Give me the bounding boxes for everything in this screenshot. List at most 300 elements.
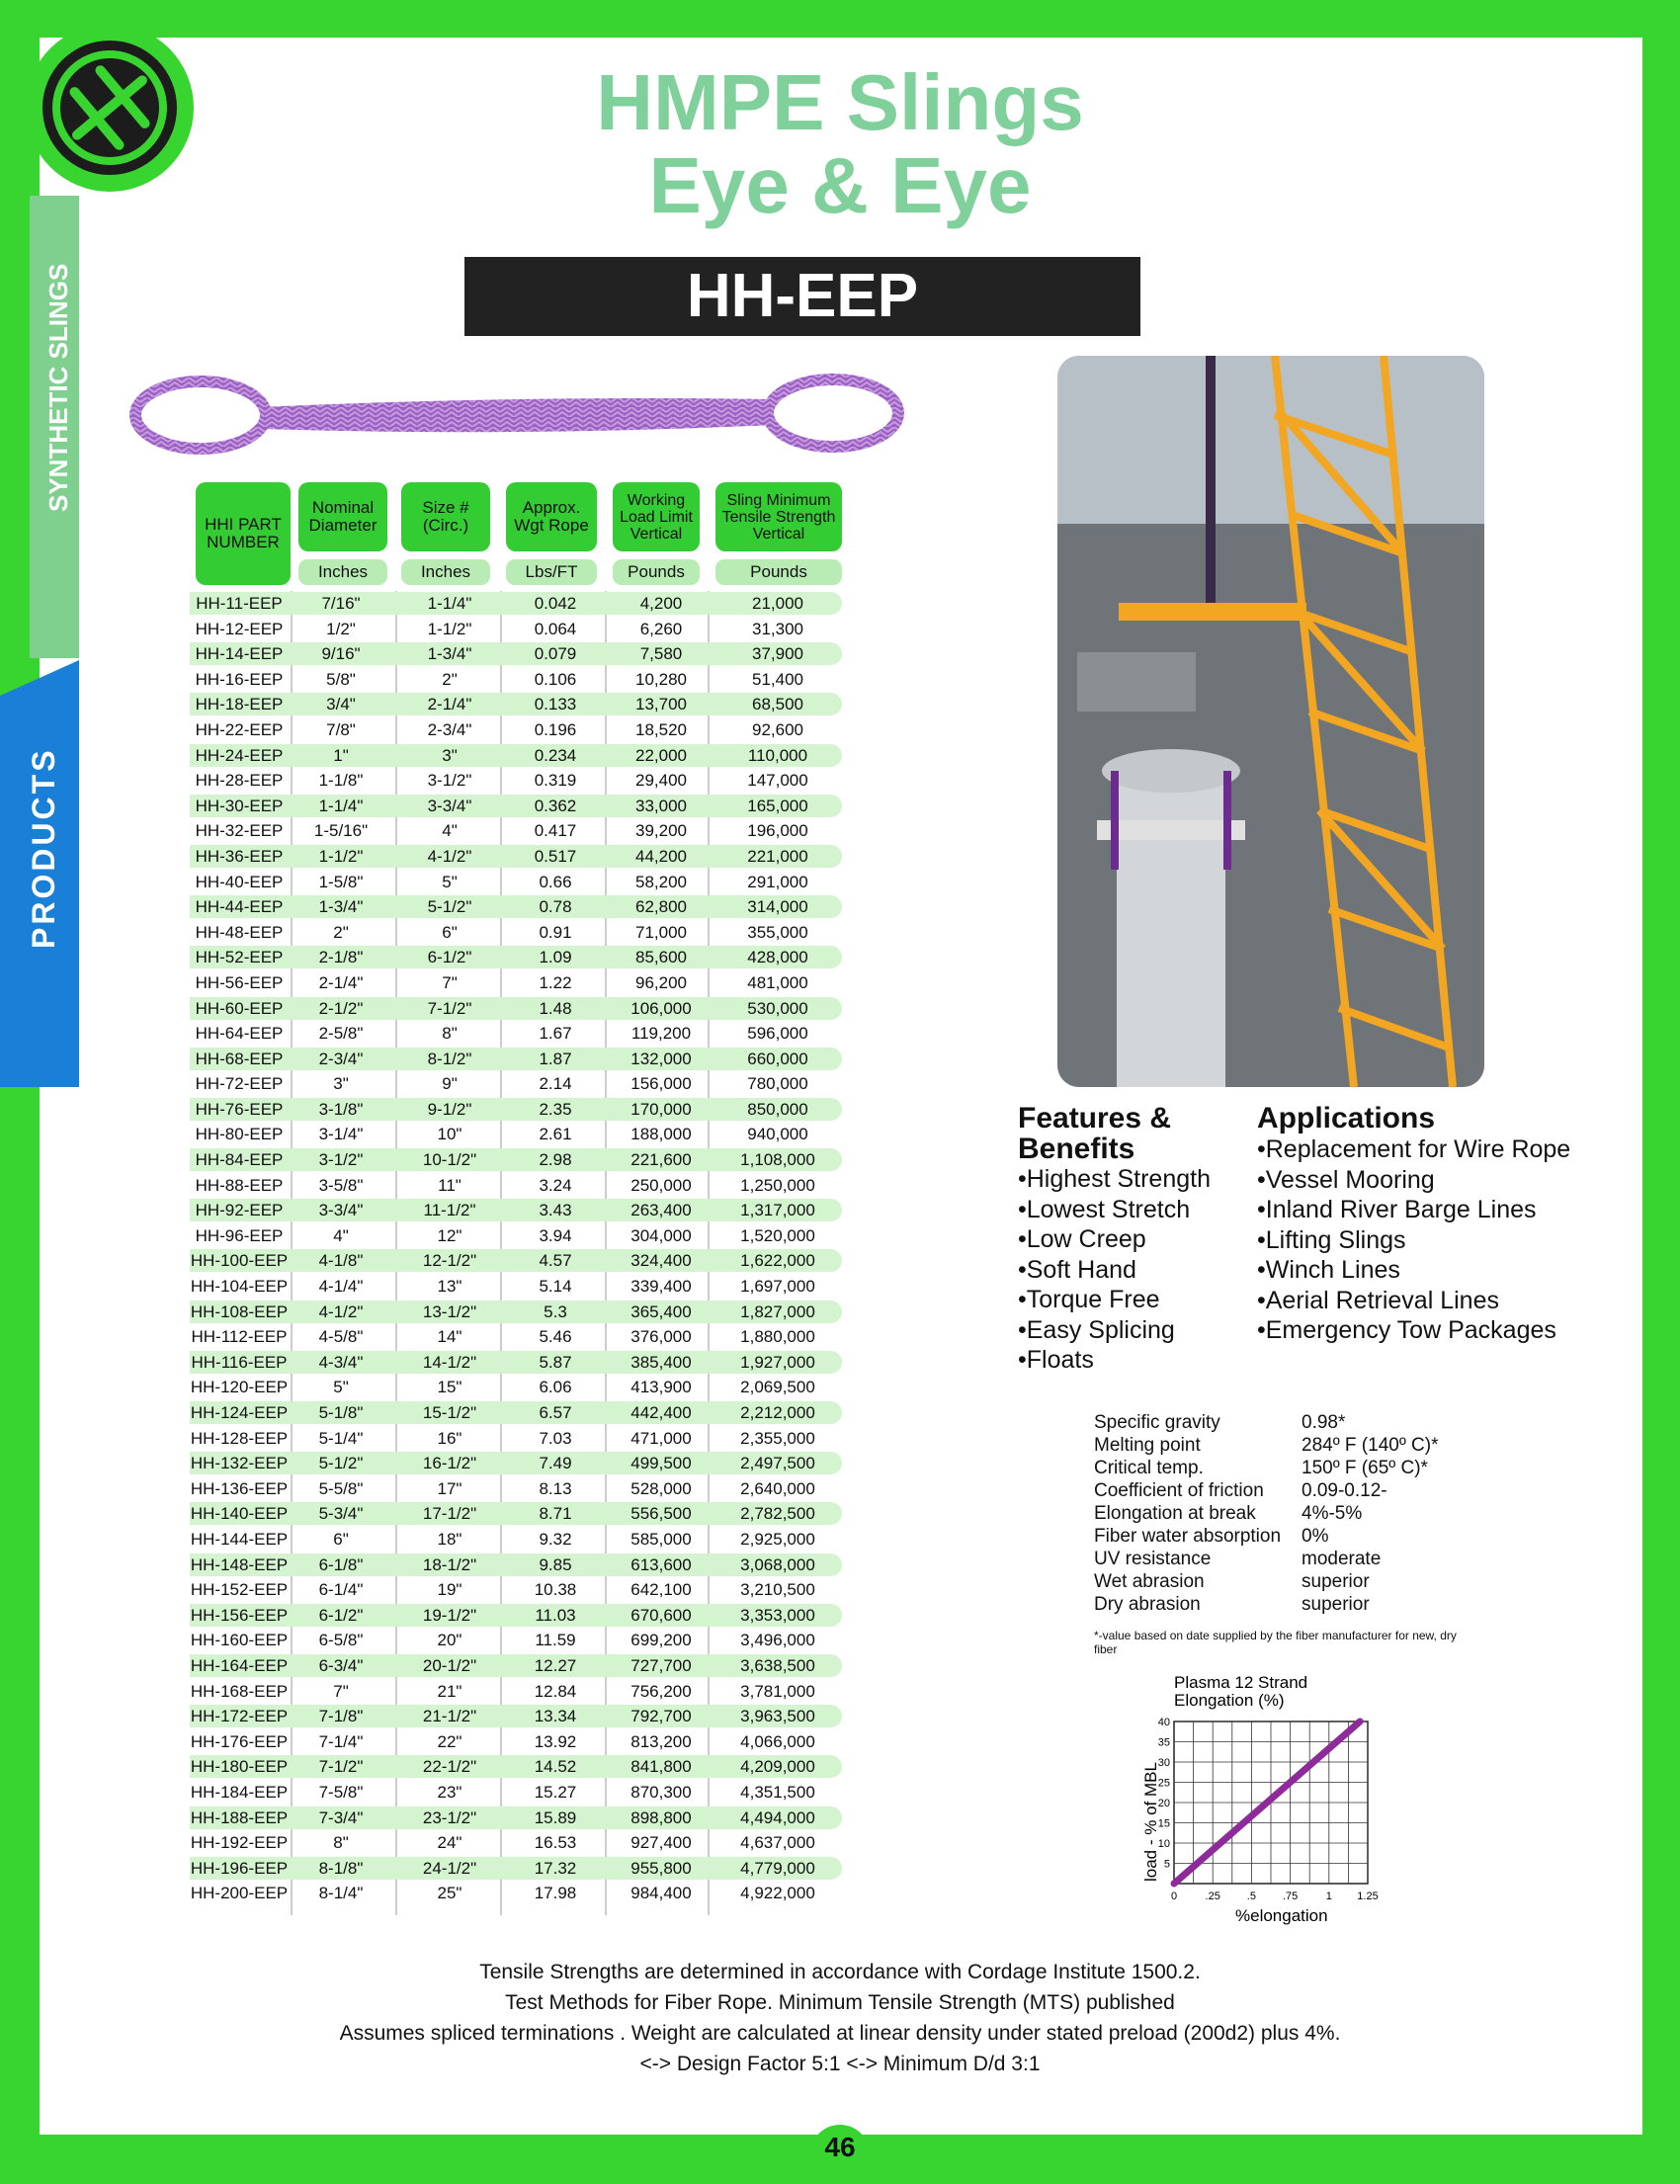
cell-part-number: HH-200-EEP bbox=[190, 1884, 289, 1903]
table-row bbox=[190, 1754, 842, 1780]
cell-tensile-strength: 3,963,500 bbox=[740, 1707, 815, 1726]
footer-line-4: <-> Design Factor 5:1 <-> Minimum D/d 3:1 bbox=[639, 2053, 1041, 2075]
cell-part-number: HH-128-EEP bbox=[190, 1428, 289, 1448]
cell-weight: 7.49 bbox=[539, 1454, 572, 1473]
cell-nominal-diameter: 3-5/8" bbox=[318, 1175, 364, 1195]
cell-tensile-strength: 2,355,000 bbox=[740, 1428, 815, 1448]
cell-nominal-diameter: 3-1/8" bbox=[318, 1099, 364, 1119]
cell-weight: 0.106 bbox=[534, 669, 577, 689]
cell-nominal-diameter: 1-3/4" bbox=[318, 897, 364, 917]
chart-x-tick-label: .5 bbox=[1246, 1890, 1256, 1902]
cell-working-load-limit: 585,000 bbox=[630, 1529, 692, 1549]
cell-size: 25" bbox=[437, 1884, 462, 1903]
brand-logo bbox=[26, 24, 194, 192]
unit-weight: Lbs/FT bbox=[506, 559, 597, 585]
cell-part-number: HH-112-EEP bbox=[191, 1327, 288, 1347]
cell-part-number: HH-18-EEP bbox=[195, 695, 284, 714]
table-row bbox=[190, 1198, 842, 1223]
cell-size: 14" bbox=[437, 1327, 462, 1347]
cell-tensile-strength: 1,927,000 bbox=[740, 1352, 815, 1372]
table-row bbox=[190, 1071, 842, 1097]
table-row bbox=[190, 945, 842, 970]
cell-tensile-strength: 314,000 bbox=[747, 897, 808, 917]
cell-size: 20-1/2" bbox=[422, 1655, 477, 1675]
unit-size: Inches bbox=[401, 559, 490, 585]
cell-part-number: HH-164-EEP bbox=[190, 1655, 289, 1675]
cell-tensile-strength: 428,000 bbox=[747, 948, 808, 967]
cell-working-load-limit: 898,800 bbox=[630, 1807, 692, 1827]
chart-y-tick-label: 15 bbox=[1157, 1817, 1170, 1830]
crane-photo bbox=[1057, 356, 1484, 1087]
cell-tensile-strength: 1,622,000 bbox=[740, 1251, 815, 1271]
cell-part-number: HH-52-EEP bbox=[195, 948, 284, 967]
cell-size: 19-1/2" bbox=[422, 1605, 477, 1625]
cell-working-load-limit: 670,600 bbox=[630, 1605, 692, 1625]
cell-size: 8-1/2" bbox=[427, 1049, 472, 1068]
cell-nominal-diameter: 2-1/8" bbox=[318, 948, 364, 967]
cell-nominal-diameter: 3" bbox=[333, 1074, 349, 1094]
cell-part-number: HH-22-EEP bbox=[195, 719, 284, 739]
cell-size: 11-1/2" bbox=[423, 1201, 476, 1220]
cell-weight: 6.06 bbox=[539, 1378, 572, 1397]
cell-size: 3" bbox=[442, 745, 458, 765]
cell-size: 5" bbox=[442, 872, 458, 891]
cell-working-load-limit: 188,000 bbox=[630, 1125, 692, 1144]
col-header-weight: Approx. Wgt Rope bbox=[506, 482, 597, 551]
cell-weight: 0.78 bbox=[539, 897, 572, 917]
cell-nominal-diameter: 6" bbox=[333, 1529, 349, 1549]
cell-part-number: HH-156-EEP bbox=[190, 1605, 289, 1625]
cell-nominal-diameter: 2-1/2" bbox=[318, 998, 364, 1018]
cell-tensile-strength: 68,500 bbox=[752, 695, 803, 714]
cell-weight: 4.57 bbox=[539, 1251, 572, 1271]
cell-size: 9" bbox=[442, 1074, 458, 1094]
cell-tensile-strength: 4,066,000 bbox=[740, 1731, 815, 1751]
table-row bbox=[190, 1704, 842, 1729]
model-banner: HH-EEP bbox=[464, 257, 1140, 336]
cell-weight: 5.87 bbox=[539, 1352, 572, 1372]
cell-weight: 17.98 bbox=[534, 1884, 577, 1903]
cell-tensile-strength: 4,779,000 bbox=[740, 1858, 815, 1878]
cell-working-load-limit: 324,400 bbox=[630, 1251, 692, 1271]
application-item: •Vessel Mooring bbox=[1257, 1165, 1435, 1194]
cell-tensile-strength: 3,068,000 bbox=[740, 1554, 815, 1574]
sidebar-divider bbox=[0, 660, 79, 696]
features-title bbox=[1018, 1103, 1171, 1164]
cell-nominal-diameter: 7/8" bbox=[326, 719, 356, 739]
table-row bbox=[190, 1097, 842, 1123]
table-row bbox=[190, 996, 842, 1022]
cell-tensile-strength: 355,000 bbox=[747, 922, 808, 942]
cell-size: 11" bbox=[438, 1175, 462, 1195]
unit-tensile-strength: Pounds bbox=[715, 559, 842, 585]
cell-nominal-diameter: 1-5/8" bbox=[318, 872, 364, 891]
chart-x-tick-label: .25 bbox=[1205, 1890, 1220, 1902]
cell-weight: 1.22 bbox=[539, 972, 572, 992]
cell-weight: 2.14 bbox=[539, 1074, 572, 1094]
cell-weight: 0.196 bbox=[534, 719, 577, 739]
cell-nominal-diameter: 4-5/8" bbox=[318, 1327, 364, 1347]
cell-part-number: HH-84-EEP bbox=[195, 1150, 284, 1170]
table-row bbox=[190, 1300, 842, 1325]
cell-part-number: HH-80-EEP bbox=[195, 1125, 284, 1144]
cell-tensile-strength: 196,000 bbox=[747, 821, 808, 841]
table-row bbox=[190, 1830, 842, 1856]
cell-size: 21" bbox=[437, 1681, 462, 1701]
cell-nominal-diameter: 3-1/4" bbox=[318, 1125, 364, 1144]
application-item: •Inland River Barge Lines bbox=[1257, 1196, 1537, 1223]
cell-part-number: HH-11-EEP bbox=[196, 594, 283, 613]
property-name: Critical temp. bbox=[1094, 1458, 1204, 1478]
chart-x-tick-label: 1.25 bbox=[1357, 1890, 1379, 1902]
cell-tensile-strength: 530,000 bbox=[747, 998, 808, 1018]
cell-tensile-strength: 1,317,000 bbox=[740, 1201, 815, 1220]
cell-nominal-diameter: 3-1/2" bbox=[318, 1150, 364, 1170]
cell-nominal-diameter: 7-1/2" bbox=[318, 1757, 364, 1777]
cell-size: 8" bbox=[442, 1024, 458, 1044]
cell-tensile-strength: 21,000 bbox=[752, 594, 803, 613]
cell-part-number: HH-144-EEP bbox=[190, 1529, 289, 1549]
cell-size: 3-1/2" bbox=[427, 771, 472, 791]
table-row bbox=[190, 768, 842, 794]
cell-nominal-diameter: 5-1/4" bbox=[318, 1428, 364, 1448]
application-item: •Emergency Tow Packages bbox=[1257, 1316, 1556, 1344]
cell-tensile-strength: 596,000 bbox=[747, 1024, 808, 1044]
cell-working-load-limit: 813,200 bbox=[630, 1731, 692, 1751]
cell-part-number: HH-68-EEP bbox=[195, 1049, 284, 1068]
cell-weight: 11.03 bbox=[535, 1605, 576, 1625]
cell-size: 12-1/2" bbox=[422, 1251, 477, 1271]
feature-item: •Floats bbox=[1018, 1346, 1094, 1374]
feature-item: •Soft Hand bbox=[1018, 1255, 1136, 1284]
property-name: Melting point bbox=[1094, 1435, 1201, 1456]
cell-working-load-limit: 365,400 bbox=[630, 1302, 692, 1321]
footer-line-1: Tensile Strengths are determined in accordance with Cordage Institute 1500.2. bbox=[479, 1961, 1201, 1983]
chart-y-tick-label: 35 bbox=[1157, 1736, 1170, 1749]
cell-tensile-strength: 3,781,000 bbox=[740, 1681, 815, 1701]
cell-weight: 15.89 bbox=[534, 1807, 577, 1827]
cell-nominal-diameter: 5/8" bbox=[326, 669, 356, 689]
cell-part-number: HH-60-EEP bbox=[195, 998, 284, 1018]
property-value: 284º F (140º C)* bbox=[1302, 1435, 1439, 1456]
table-row bbox=[190, 641, 842, 667]
cell-working-load-limit: 376,000 bbox=[630, 1327, 692, 1347]
cell-size: 17" bbox=[437, 1478, 462, 1498]
cell-tensile-strength: 2,069,500 bbox=[740, 1378, 815, 1397]
table-row bbox=[190, 794, 842, 819]
cell-working-load-limit: 984,400 bbox=[630, 1884, 692, 1903]
cell-nominal-diameter: 2-5/8" bbox=[318, 1024, 364, 1044]
cell-working-load-limit: 385,400 bbox=[630, 1352, 692, 1372]
table-row bbox=[190, 1603, 842, 1629]
cell-nominal-diameter: 7-1/4" bbox=[318, 1731, 364, 1751]
cell-working-load-limit: 29,400 bbox=[635, 771, 687, 791]
cell-part-number: HH-124-EEP bbox=[190, 1403, 289, 1422]
cell-working-load-limit: 613,600 bbox=[630, 1554, 692, 1574]
cell-nominal-diameter: 6-1/8" bbox=[318, 1554, 364, 1574]
table-row bbox=[190, 920, 842, 946]
cell-part-number: HH-92-EEP bbox=[195, 1201, 284, 1220]
cell-working-load-limit: 792,700 bbox=[630, 1707, 692, 1726]
feature-item: •Low Creep bbox=[1018, 1225, 1146, 1253]
cell-part-number: HH-192-EEP bbox=[190, 1833, 289, 1853]
table-row bbox=[190, 1856, 842, 1882]
cell-working-load-limit: 96,200 bbox=[635, 972, 687, 992]
cell-part-number: HH-100-EEP bbox=[190, 1251, 289, 1271]
cell-part-number: HH-14-EEP bbox=[195, 644, 284, 664]
cell-weight: 8.13 bbox=[539, 1478, 572, 1498]
cell-working-load-limit: 955,800 bbox=[630, 1858, 692, 1878]
property-value: 0.98* bbox=[1302, 1412, 1346, 1433]
cell-size: 15-1/2" bbox=[422, 1403, 477, 1422]
cell-nominal-diameter: 1" bbox=[333, 745, 349, 765]
cell-weight: 14.52 bbox=[534, 1757, 577, 1777]
cell-weight: 0.517 bbox=[534, 846, 577, 866]
cell-part-number: HH-196-EEP bbox=[190, 1858, 289, 1878]
cell-size: 17-1/2" bbox=[422, 1504, 477, 1524]
application-item: •Lifting Slings bbox=[1257, 1225, 1406, 1254]
table-row bbox=[190, 1021, 842, 1047]
property-name: Fiber water absorption bbox=[1094, 1526, 1282, 1547]
cell-nominal-diameter: 5-1/2" bbox=[318, 1454, 364, 1473]
cell-part-number: HH-104-EEP bbox=[190, 1277, 289, 1297]
table-row bbox=[190, 1274, 842, 1300]
table-row bbox=[190, 1679, 842, 1705]
cell-size: 9-1/2" bbox=[427, 1099, 472, 1119]
cell-weight: 1.09 bbox=[539, 948, 572, 967]
cell-part-number: HH-188-EEP bbox=[190, 1807, 289, 1827]
cell-working-load-limit: 156,000 bbox=[630, 1074, 692, 1094]
sidebar-top-label: SYNTHETIC SLINGS bbox=[43, 263, 73, 512]
cell-part-number: HH-184-EEP bbox=[190, 1782, 289, 1802]
cell-part-number: HH-96-EEP bbox=[195, 1225, 284, 1245]
cell-tensile-strength: 780,000 bbox=[747, 1074, 808, 1094]
feature-item: •Lowest Stretch bbox=[1018, 1195, 1191, 1223]
chart-y-tick-label: 25 bbox=[1157, 1777, 1170, 1790]
table-row bbox=[190, 1780, 842, 1806]
cell-part-number: HH-36-EEP bbox=[195, 846, 284, 866]
cell-size: 16" bbox=[437, 1428, 462, 1448]
col-header-part-number: HHI PART NUMBER bbox=[196, 482, 291, 585]
cell-nominal-diameter: 5-5/8" bbox=[318, 1478, 364, 1498]
cell-tensile-strength: 660,000 bbox=[747, 1049, 808, 1068]
table-row bbox=[190, 743, 842, 769]
cell-working-load-limit: 528,000 bbox=[630, 1478, 692, 1498]
cell-nominal-diameter: 3/4" bbox=[326, 695, 356, 714]
cell-weight: 0.417 bbox=[534, 821, 577, 841]
cell-working-load-limit: 132,000 bbox=[630, 1049, 692, 1068]
cell-size: 2" bbox=[442, 669, 458, 689]
title-line-1: HMPE Slings bbox=[596, 58, 1084, 146]
cell-weight: 2.98 bbox=[539, 1150, 572, 1170]
cell-weight: 12.84 bbox=[534, 1681, 577, 1701]
cell-tensile-strength: 850,000 bbox=[747, 1099, 808, 1119]
cell-part-number: HH-168-EEP bbox=[190, 1681, 289, 1701]
chart-y-tick-label: 5 bbox=[1163, 1858, 1170, 1871]
cell-working-load-limit: 44,200 bbox=[635, 846, 687, 866]
cell-weight: 2.61 bbox=[539, 1125, 572, 1144]
cell-nominal-diameter: 8-1/4" bbox=[318, 1884, 364, 1903]
cell-tensile-strength: 481,000 bbox=[747, 972, 808, 992]
cell-working-load-limit: 699,200 bbox=[630, 1631, 692, 1650]
cell-tensile-strength: 1,827,000 bbox=[740, 1302, 815, 1321]
table-row bbox=[190, 692, 842, 717]
cell-nominal-diameter: 6-3/4" bbox=[318, 1655, 364, 1675]
cell-part-number: HH-152-EEP bbox=[190, 1580, 289, 1600]
cell-size: 7" bbox=[442, 972, 458, 992]
cell-tensile-strength: 1,880,000 bbox=[740, 1327, 815, 1347]
cell-working-load-limit: 471,000 bbox=[630, 1428, 692, 1448]
cell-size: 23-1/2" bbox=[422, 1807, 477, 1827]
col-header-working-load-limit: Working Load Limit Vertical bbox=[613, 482, 700, 551]
cell-tensile-strength: 165,000 bbox=[747, 796, 808, 815]
cell-nominal-diameter: 5-1/8" bbox=[318, 1403, 364, 1422]
table-row bbox=[190, 1147, 842, 1173]
cell-part-number: HH-56-EEP bbox=[195, 972, 284, 992]
cell-size: 13-1/2" bbox=[422, 1302, 477, 1321]
cell-tensile-strength: 1,250,000 bbox=[740, 1175, 815, 1195]
cell-working-load-limit: 6,260 bbox=[639, 619, 683, 638]
cell-nominal-diameter: 2-3/4" bbox=[318, 1049, 364, 1068]
cell-working-load-limit: 58,200 bbox=[635, 872, 687, 891]
cell-part-number: HH-48-EEP bbox=[195, 922, 284, 942]
table-row bbox=[190, 1729, 842, 1755]
cell-working-load-limit: 556,500 bbox=[630, 1504, 692, 1524]
cell-size: 24-1/2" bbox=[422, 1858, 477, 1878]
property-name: Specific gravity bbox=[1094, 1412, 1220, 1433]
cell-part-number: HH-116-EEP bbox=[191, 1352, 288, 1372]
cell-size: 20" bbox=[437, 1631, 462, 1650]
cell-nominal-diameter: 2-1/4" bbox=[318, 972, 364, 992]
table-row bbox=[190, 970, 842, 996]
feature-item: •Torque Free bbox=[1018, 1286, 1160, 1313]
cell-tensile-strength: 92,600 bbox=[752, 719, 803, 739]
application-item: •Aerial Retrieval Lines bbox=[1257, 1286, 1499, 1314]
cell-size: 7-1/2" bbox=[427, 998, 472, 1018]
cell-nominal-diameter: 8" bbox=[333, 1833, 349, 1853]
cell-tensile-strength: 4,351,500 bbox=[740, 1782, 815, 1802]
property-value: 150º F (65º C)* bbox=[1302, 1458, 1428, 1478]
cell-tensile-strength: 2,782,500 bbox=[740, 1504, 815, 1524]
cell-weight: 0.234 bbox=[534, 745, 577, 765]
chart-x-tick-label: 1 bbox=[1325, 1890, 1332, 1902]
cell-part-number: HH-120-EEP bbox=[190, 1378, 289, 1397]
cell-weight: 3.94 bbox=[539, 1225, 572, 1245]
table-row bbox=[190, 717, 842, 743]
table-row bbox=[190, 1527, 842, 1553]
cell-size: 22-1/2" bbox=[422, 1757, 477, 1777]
cell-tensile-strength: 4,637,000 bbox=[740, 1833, 815, 1853]
cell-working-load-limit: 499,500 bbox=[630, 1454, 692, 1473]
cell-part-number: HH-76-EEP bbox=[195, 1099, 284, 1119]
footer-line-2: Test Methods for Fiber Rope. Minimum Tensile Strength (MTS) published bbox=[505, 1991, 1175, 2014]
table-row bbox=[190, 1223, 842, 1249]
cell-working-load-limit: 927,400 bbox=[630, 1833, 692, 1853]
cell-size: 14-1/2" bbox=[422, 1352, 477, 1372]
cell-tensile-strength: 147,000 bbox=[747, 771, 808, 791]
features-title-line-1: Features & bbox=[1018, 1102, 1172, 1134]
cell-nominal-diameter: 2" bbox=[333, 922, 349, 942]
cell-size: 18-1/2" bbox=[422, 1554, 477, 1574]
page-title bbox=[494, 58, 1186, 229]
cell-part-number: HH-28-EEP bbox=[195, 771, 284, 791]
cell-weight: 5.14 bbox=[539, 1277, 572, 1297]
cell-weight: 0.66 bbox=[539, 872, 572, 891]
cell-weight: 1.67 bbox=[539, 1024, 572, 1044]
chart-title-line-2: Elongation (%) bbox=[1174, 1691, 1285, 1710]
property-name: Elongation at break bbox=[1094, 1503, 1256, 1524]
cell-part-number: HH-88-EEP bbox=[195, 1175, 284, 1195]
cell-working-load-limit: 304,000 bbox=[630, 1225, 692, 1245]
properties-note: *-value based on date supplied by the fiber manufacturer for new, dry fiber bbox=[1094, 1629, 1457, 1656]
chart-x-tick-label: 0 bbox=[1170, 1890, 1178, 1902]
cell-nominal-diameter: 4-1/8" bbox=[318, 1251, 364, 1271]
cell-nominal-diameter: 5" bbox=[333, 1378, 349, 1397]
property-value: superior bbox=[1302, 1571, 1370, 1592]
cell-weight: 0.91 bbox=[539, 922, 572, 942]
cell-tensile-strength: 31,300 bbox=[752, 619, 803, 638]
cell-working-load-limit: 413,900 bbox=[630, 1378, 692, 1397]
cell-tensile-strength: 2,925,000 bbox=[740, 1529, 815, 1549]
cell-size: 1-1/4" bbox=[427, 594, 472, 613]
property-value: 0.09-0.12- bbox=[1302, 1480, 1387, 1501]
cell-working-load-limit: 10,280 bbox=[635, 669, 687, 689]
cell-part-number: HH-160-EEP bbox=[190, 1631, 289, 1650]
table-row bbox=[190, 617, 842, 642]
cell-nominal-diameter: 7/16" bbox=[321, 594, 361, 613]
application-item: •Winch Lines bbox=[1257, 1256, 1400, 1284]
cell-weight: 1.48 bbox=[539, 998, 572, 1018]
applications-title: Applications bbox=[1257, 1102, 1436, 1134]
property-value: 0% bbox=[1302, 1526, 1329, 1547]
unit-working-load: Pounds bbox=[613, 559, 700, 585]
cell-weight: 1.87 bbox=[539, 1049, 572, 1068]
table-row bbox=[190, 591, 842, 617]
property-name: Dry abrasion bbox=[1094, 1594, 1201, 1615]
cell-part-number: HH-30-EEP bbox=[195, 796, 284, 815]
table-row bbox=[190, 1806, 842, 1831]
cell-nominal-diameter: 4-3/4" bbox=[318, 1352, 364, 1372]
footer-notes bbox=[198, 1957, 1482, 2079]
chart-x-tick-label: .75 bbox=[1282, 1890, 1299, 1902]
cell-part-number: HH-172-EEP bbox=[190, 1707, 289, 1726]
cell-nominal-diameter: 4" bbox=[333, 1225, 349, 1245]
cell-size: 6" bbox=[442, 922, 458, 942]
cell-tensile-strength: 3,638,500 bbox=[740, 1655, 815, 1675]
cell-working-load-limit: 106,000 bbox=[630, 998, 692, 1018]
cell-weight: 0.079 bbox=[534, 644, 577, 664]
page-number: 46 bbox=[810, 2125, 870, 2184]
table-row bbox=[190, 667, 842, 693]
cell-size: 1-3/4" bbox=[427, 644, 472, 664]
cell-tensile-strength: 291,000 bbox=[747, 872, 808, 891]
application-item: •Replacement for Wire Rope bbox=[1257, 1135, 1571, 1163]
cell-nominal-diameter: 7-3/4" bbox=[318, 1807, 364, 1827]
cell-tensile-strength: 4,209,000 bbox=[740, 1757, 815, 1777]
cell-nominal-diameter: 6-5/8" bbox=[318, 1631, 364, 1650]
cell-weight: 2.35 bbox=[539, 1099, 572, 1119]
cell-part-number: HH-24-EEP bbox=[195, 745, 284, 765]
cell-nominal-diameter: 8-1/8" bbox=[318, 1858, 364, 1878]
cell-nominal-diameter: 4-1/4" bbox=[318, 1277, 364, 1297]
table-row bbox=[190, 870, 842, 895]
cell-tensile-strength: 110,000 bbox=[747, 745, 808, 765]
table-row bbox=[190, 1577, 842, 1603]
chart-y-tick-label: 30 bbox=[1157, 1757, 1170, 1769]
cell-weight: 7.03 bbox=[539, 1428, 572, 1448]
cell-part-number: HH-32-EEP bbox=[195, 821, 284, 841]
table-row bbox=[190, 1881, 842, 1906]
